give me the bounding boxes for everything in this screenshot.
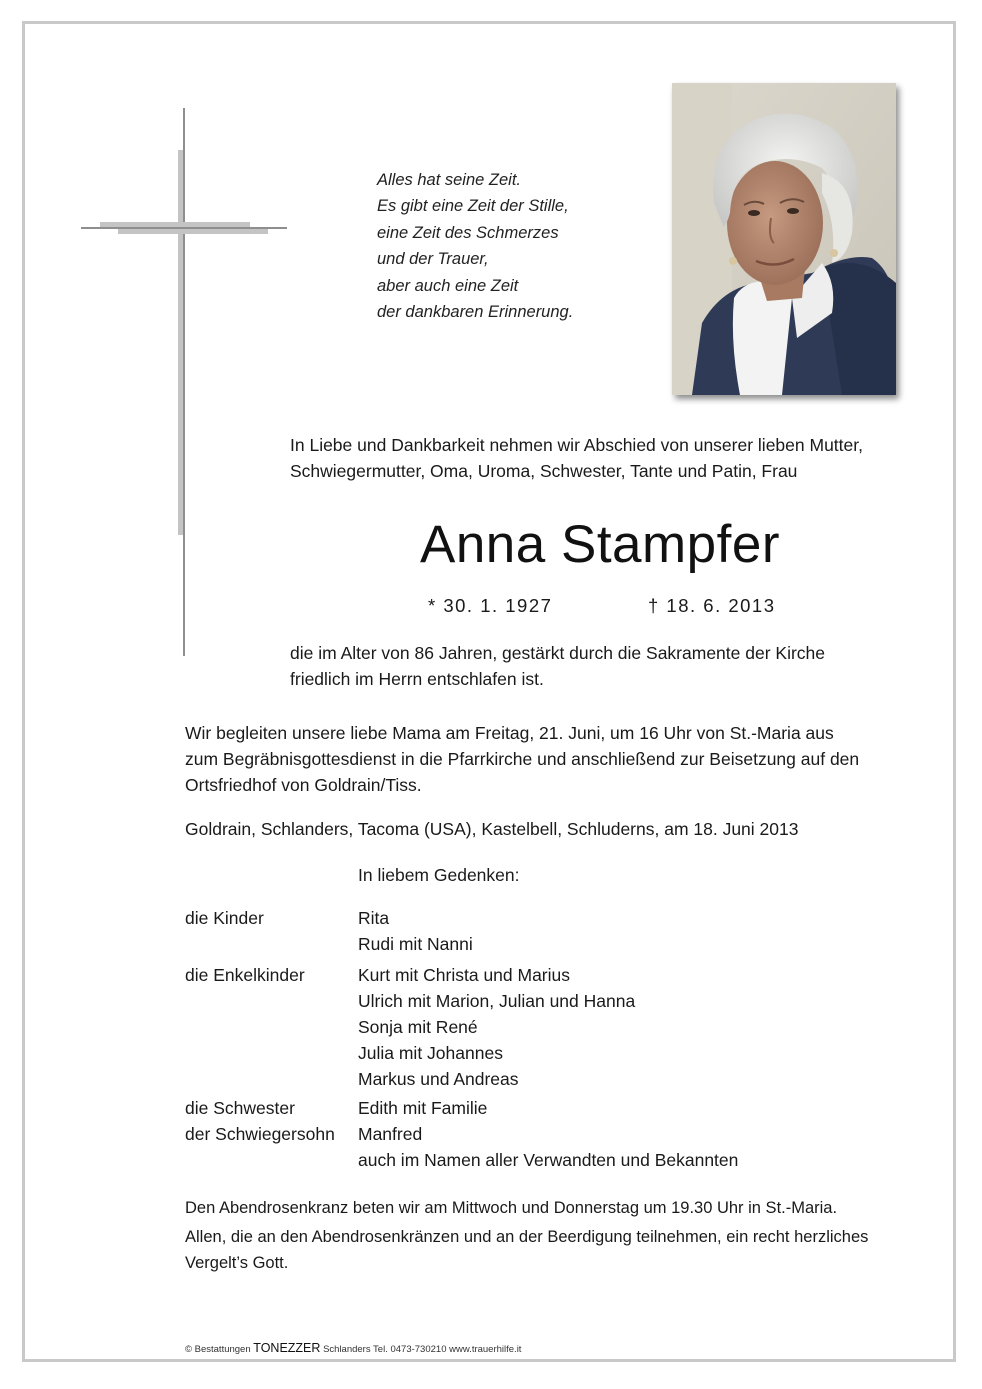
quote-line: und der Trauer,	[377, 250, 489, 269]
cross-vertical-shadow	[178, 150, 183, 535]
mourner-name: Julia mit Johannes	[358, 1043, 503, 1063]
quote-line: Es gibt eine Zeit der Stille,	[377, 197, 569, 216]
quote-line: aber auch eine Zeit	[377, 276, 519, 295]
mourner-name: Edith mit Familie	[358, 1098, 488, 1118]
memory-heading: In liebem Gedenken:	[358, 865, 520, 885]
deceased-name: Anna Stampfer	[419, 515, 781, 574]
funeral-line: Wir begleiten unsere liebe Mama am Freitag, 21. Juni, um 16 Uhr von St.-Maria aus	[185, 723, 834, 743]
thanks-paragraph	[185, 1224, 868, 1276]
footer-credit	[185, 1342, 521, 1356]
memorial-quote	[377, 167, 573, 325]
quote-line: eine Zeit des Schmerzes	[377, 223, 559, 242]
intro-line: Schwiegermutter, Oma, Uroma, Schwester, Tante und Patin, Frau	[290, 461, 798, 481]
footer-prefix: © Bestattungen	[185, 1344, 251, 1355]
quote-line: der dankbaren Erinnerung.	[377, 303, 574, 322]
mourner-role: die Enkelkinder	[185, 965, 305, 985]
mourner-name: Kurt mit Christa und Marius	[358, 965, 571, 985]
mourner-role: die Schwester	[185, 1098, 295, 1118]
mourner-name: Ulrich mit Marion, Julian und Hanna	[358, 991, 636, 1011]
mourner-role: der Schwiegersohn	[185, 1124, 335, 1144]
intro-line: In Liebe und Dankbarkeit nehmen wir Abschied von unserer lieben Mutter,	[290, 435, 863, 455]
passing-line: friedlich im Herrn entschlafen ist.	[290, 669, 544, 689]
mourner-name: auch im Namen aller Verwandten und Bekannten	[358, 1150, 739, 1170]
intro-paragraph	[290, 432, 912, 484]
mourner-name: Rudi mit Nanni	[358, 934, 473, 954]
passing-paragraph	[290, 640, 912, 692]
portrait-photo	[672, 83, 896, 395]
places-date: Goldrain, Schlanders, Tacoma (USA), Kastelbell, Schluderns, am 18. Juni 2013	[185, 819, 799, 839]
mourner-name: Markus und Andreas	[358, 1069, 519, 1089]
mourner-name: Rita	[358, 908, 390, 928]
mourner-name: Manfred	[358, 1124, 423, 1144]
thanks-line: Vergelt’s Gott.	[185, 1254, 289, 1272]
quote-line: Alles hat seine Zeit.	[377, 171, 521, 189]
mourner-role: die Kinder	[185, 908, 264, 928]
birth-date: * 30. 1. 1927	[428, 595, 553, 616]
passing-line: die im Alter von 86 Jahren, gestärkt durch die Sakramente der Kirche	[290, 643, 825, 663]
footer-suffix: Schlanders Tel. 0473-730210 www.trauerhilfe.it	[323, 1344, 522, 1355]
cross-horizontal-shadow-bottom	[118, 229, 268, 234]
funeral-line: Ortsfriedhof von Goldrain/Tiss.	[185, 775, 422, 795]
funeral-line: zum Begräbnisgottesdienst in die Pfarrkirche und anschließend zur Beisetzung auf den	[185, 749, 860, 769]
mourner-name: Sonja mit René	[358, 1017, 478, 1037]
footer-brand: TONEZZER	[253, 1341, 321, 1355]
cross-horizontal-shadow-top	[100, 222, 250, 227]
death-date: † 18. 6. 2013	[648, 595, 776, 616]
thanks-line: Allen, die an den Abendrosenkränzen und an der Beerdigung teilnehmen, ein recht herzliches	[185, 1228, 869, 1246]
cross-vertical-line	[183, 108, 185, 656]
rosary-notice: Den Abendrosenkranz beten wir am Mittwoch und Donnerstag um 19.30 Uhr in St.-Maria.	[185, 1199, 838, 1217]
funeral-paragraph	[185, 720, 912, 798]
